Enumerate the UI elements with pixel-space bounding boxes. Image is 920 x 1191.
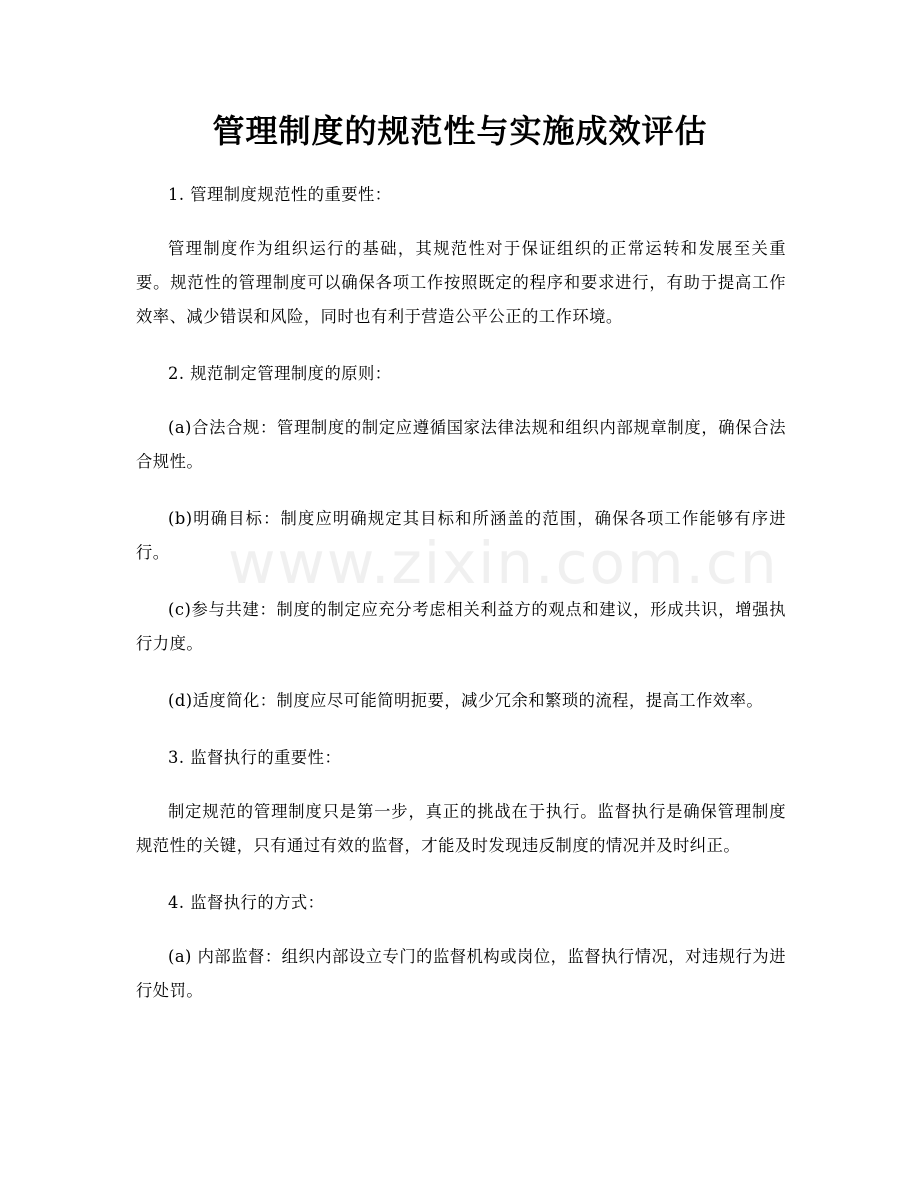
section-heading-1: 1. 管理制度规范性的重要性：: [168, 185, 392, 204]
list-item-b: (b)明确目标：制度应明确规定其目标和所涵盖的范围，确保各项工作能够有序进行。: [136, 509, 786, 562]
list-item-c: (c)参与共建：制度的制定应充分考虑相关利益方的观点和建议，形成共识，增强执行力度。: [136, 600, 786, 653]
section-heading-3: 3. 监督执行的重要性：: [168, 748, 342, 767]
list-item-d: (d)适度简化：制度应尽可能简明扼要，减少冗余和繁琐的流程，提高工作效率。: [168, 691, 764, 710]
list-item-a: (a)合法合规：管理制度的制定应遵循国家法律法规和组织内部规章制度，确保合法合规性。: [136, 418, 786, 471]
paragraph: 制定规范的管理制度只是第一步，真正的挑战在于执行。监督执行是确保管理制度规范性的关键，只有通过有效的监督，才能及时发现违反制度的情况并及时纠正。: [136, 802, 786, 855]
section-heading-4: 4. 监督执行的方式：: [168, 893, 325, 912]
watermark: www.zixin.com.cn: [228, 529, 779, 597]
section-heading-2: 2. 规范制定管理制度的原则：: [168, 364, 392, 383]
page-title: 管理制度的规范性与实施成效评估: [212, 112, 708, 150]
paragraph: 管理制度作为组织运行的基础，其规范性对于保证组织的正常运转和发展至关重要。规范性的管理制度可以确保各项工作按照既定的程序和要求进行，有助于提高工作效率、减少错误和风险，同时也有利于营造公平公正的工作环境。: [136, 239, 786, 326]
list-item-a: (a) 内部监督：组织内部设立专门的监督机构或岗位，监督执行情况，对违规行为进行处罚。: [136, 947, 786, 1000]
document-body: [136, 178, 786, 1031]
